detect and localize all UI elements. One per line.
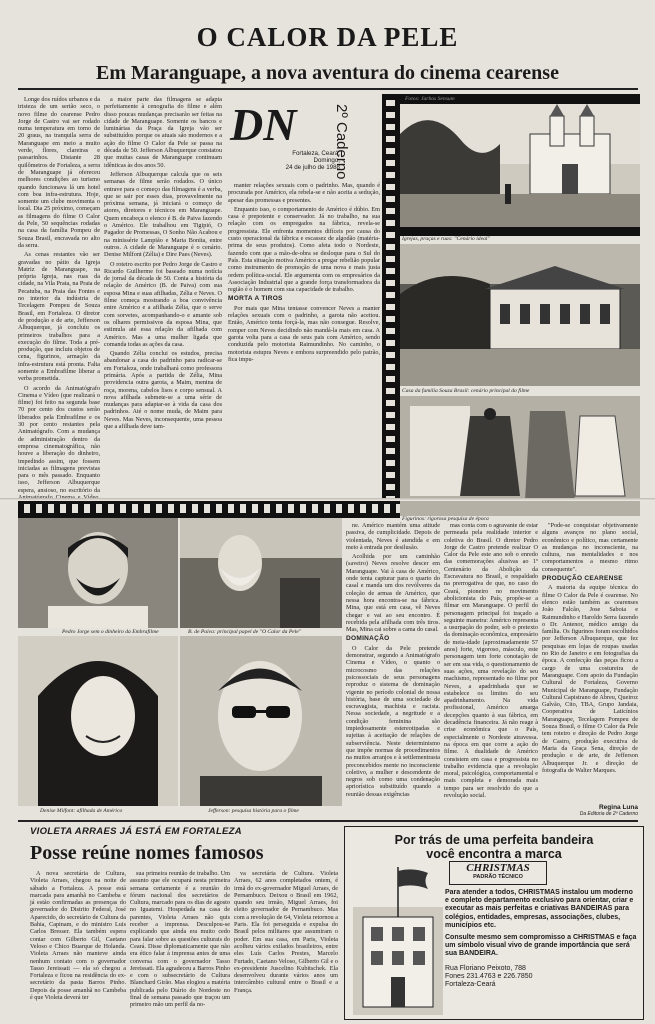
page-headline: O CALOR DA PELE bbox=[196, 22, 459, 52]
brand-tag: PADRÃO TÉCNICO bbox=[473, 874, 523, 880]
ad-address-line: Rua Floriano Peixoto, 788 bbox=[445, 964, 526, 972]
photo-credit: Fotos: Jarbas Sensum bbox=[405, 96, 455, 102]
ad-address-line: Fones 231.4763 e 226.7850 bbox=[445, 972, 533, 980]
paragraph: A maioria da equipe técnica do filme O Calor da Pele é cearense. No elenco estão também as cearenses João Falcão, Jose Saboia e Raimundinho e Haroldo Serra fazendo o Dr. Antenor, médico amigo da família. Os figurinos foram escolhidos por Jefferson Albuquerque, que fez pesquisas em lojas de roupas usadas no Rio de Janeiro e em fotografias da época. A confecção das peças ficou a cargo de uma costureira de Maranguape. Com apoio da Fundação Cultural de Fortaleza, Governo Municipal de Maranguape, Fundação Cultural Capistrano de Abreu, Queiroz Galvão, Cito, TBA, Grupo Jandaia, Cooperativa de Laticínios Maranguape, Tecelagem Pompeu de Souza Brasil, o filme O Calor da Pele tem roteiro e direção de Pedro Jorge de Castro, produção executiva de Maria da Graça Sena, direção de produção e de arte, de Jefferson Albuquerque Jr. e direção de fotografia de Walter Marques. bbox=[542, 584, 638, 774]
section-divider bbox=[18, 820, 638, 822]
article-column-3 bbox=[228, 182, 380, 492]
flag-building-illustration bbox=[353, 867, 443, 1015]
section-name: 2º Caderno bbox=[333, 104, 350, 180]
paragraph: mas conta com o agravante de estar permeada pela realidade interior e coletiva do Brasil. O diretor Pedro Jorge de Castro pretende realizar O Calor da Pele este ano sob o enredo das comemorações alusivas ao 1º Centenário da Abolição da Escravatura no Brasil, e respaldado na prerrogativa de que, no caso do Ceará, pioneiro no movimento abolicionista do País, propõe-se a filmar em Maranguape. O perfil do personagem principal foi traçado a seguinte maneira: Américo representa a usurpação do poder, sob o pretexto da dominação econômica, empresário de meia-idade (aproximadamente 57 anos) forte, vigoroso, másculo, este personagem tem forte conotação de ser em sua vida, o questionamento de suas ações, uma revelação do seu machismo, representado no filme por Neves, a apadrinhada que se estabelece os limites do seu apadrinhamento. Na vida profissional, Américo amarga decepções quanto à sua fábrica, em decadência financeira. Já não reage à crise econômica que o País, especialmente o Nordeste atravessa. na época em que corre a ação do filme. A dualidade de Américo consistem em casa e progressista no trabalho evidencia que a revolução moral, psicológica, comportamental e mais completa e demorada mais tempo para ser resolvido do que a revolução social. bbox=[444, 522, 538, 799]
dateline-line: 24 de julho de 1988 bbox=[285, 164, 340, 171]
article-column-4 bbox=[346, 522, 440, 812]
byline-role: Da Editoria de 2º Caderno bbox=[579, 811, 638, 817]
paragraph: ne. Américo mantém uma atitude passiva, de cumplicidade. Depois de violentada, Neves é atendida e em meio à entrada por desilusão. bbox=[346, 522, 440, 551]
christmas-brand-mark bbox=[449, 861, 547, 885]
paragraph: Jefferson Albuquerque calcula que os seis semanas de filme serão rodados. O único entrave para o começo das filmagens é a verba, que se sair por esses dias, provavelmente na próxima semana, já iniciará o começo de atores, diretores e técnicos em Maranguape. Quem encabeça o elenco é B. de Paiva fazendo o Américo. Ele trabalhou em Tigipió, O Pagador de Promessas, O Sonho Não Acabou e na minissérie Lampião e Maria Bonita, entre outros. A cidade de Maranguape é o cenário. Denise Milfont (Zélia) e Dire Paes (Neves). bbox=[104, 170, 222, 259]
film-perforations bbox=[386, 94, 395, 514]
paragraph: sua primeira reunião de trabalho. Um assunto que ele ocupará nesta primeira semana certamente é a reunião do fórum nacional dos secretários de Cultura, marcado para os dias de agosto no Iguatemi. Hospedada na casa de parentes, Violeta Arraes não quis receber a imprensa. Desculpou-se explicando que ainda era muito cedo para falar sobre as questões culturais do Ceará. Disse diplomaticamente que não era ético falar à imprensa antes de uma conversa com o governador Tasso Jereissati. Ela agradeceu a Barros Pinho e com o subsecretário de Cultura Blanchard Girão. Mas elogiou a matéria publicada pelo Diário do Nordeste no final de semana passado que traçou um primeiro mão um perfil da no- bbox=[130, 870, 230, 1009]
page-fold bbox=[0, 498, 655, 501]
paragraph: Acolhida por um caminhão (saveiro) Neves resolve descer em Maranguape. Vai à casa de Américo, onde tenta capturar para o quarto do casal e manda um dos revólveres da coleção de armas de Américo, que nessa hora encontra-se na fábrica. Mina, que está em casa, vê Neves chegar e vai ao seu encontro. É recebida pela afilhada com três tiros. Mas, Mina cai sobre a cama do casal. bbox=[346, 553, 440, 634]
dateline-line: Domingo, bbox=[313, 157, 340, 164]
article-column-2 bbox=[104, 96, 222, 492]
ad-body-text: Consulte mesmo sem compromisso a CHRISTMAS e faça um símbolo visual vivo de grande importância que será sua BANDEIRA. bbox=[445, 934, 637, 958]
paragraph: O acordo da Animatógrafo Cinema e Vídeo (que realizará o filme) foi feito na segunda base 70 por cento dos custos serão liberados pela Embrafilme e os 30 por cento restantes pela Animatógrafo. Com a mudança de administração dentro da empresa cinematográfica, não houve a liberação do dinheiro, impedindo assim, que fossem iniciadas as filmagens previstas para o mês passado. Enquanto isso, Jefferson Albuquerque espera, ansioso, no escritório da bbox=[18, 384, 100, 494]
paragraph: a maior parte das filmagens se adapta perfeitamente à cenografia do filme e além disso poucas mudanças precisarão ser feitas na cidade de Maranguape. Somente os bancos e luminárias da Praça da Igreja vão ser substituídos porque os atuais são modernos e a ação do filme O Calor da Pele se passa na década de 50. Jefferson Albuquerque constatou que muitas casas de Maranguape continuam idênticas às dos anos 50. bbox=[104, 96, 222, 169]
ad-address-line: Fortaleza-Ceará bbox=[445, 981, 496, 989]
paragraph: Por mais que Mina tentasse convencer Neves a manter relações sexuais com o padrinho, a garota não aceitou. Então, Américo tenta forçá-la, mas não consegue. Resolve, romper com Neves decidindo não mandá-la mais em casa. A garota volta para a casa de seus pais com Américo, sendo conduzida pelo motorista Raimundinho. No caminho, o motorista estupra Neves e embora surpreendido pelo patrão, fica impu- bbox=[228, 304, 380, 363]
ad-headline bbox=[351, 833, 637, 861]
dn-section-logo bbox=[228, 98, 378, 178]
lower-column-1 bbox=[30, 870, 126, 1020]
article-column-5 bbox=[444, 522, 538, 812]
church-caption: Igrejas, praças e ruas: "Cenário ideal" bbox=[402, 236, 490, 242]
section-heading: DOMINAÇÃO bbox=[346, 635, 390, 643]
header-rule bbox=[18, 88, 638, 90]
film-perforations bbox=[18, 504, 400, 513]
lower-column-3 bbox=[234, 870, 338, 1020]
house-image bbox=[400, 244, 640, 386]
dateline bbox=[236, 150, 340, 171]
article-column-1 bbox=[18, 96, 100, 494]
denise-photo bbox=[18, 636, 178, 806]
house-photo bbox=[400, 244, 640, 386]
paragraph: A nova secretária de Cultura, Violeta Arraes, chegou na noite de sábado a Fortaleza. A posse está marcada para amanhã no Cambeba e já estão confirmadas as presenças do governador do Distrito Federal, José Aparecido, do secretário de Cultura da Bahia, Capinam, e do ministro Luis Carlos Bresser. Ela também espera contar com Gilberto Gil, Caetano Veloso e Chico Buarque de Holanda. Violeta Arraes não manteve ainda nenhum contato com o governador Tasso Jereissati — ela só chegou a Fortaleza e ficou na residência do ex-secretário da pasta Barros Pinho. Depois da posse amanhã no Cambeba é que Violeta deverá ter bbox=[30, 870, 126, 1002]
section-heading: PRODUÇÃO CEARENSE bbox=[542, 575, 623, 583]
pedro-photo bbox=[18, 518, 178, 628]
section-heading: MORTA A TIROS bbox=[228, 295, 283, 303]
jefferson-photo bbox=[180, 636, 342, 806]
ad-address bbox=[445, 965, 637, 990]
house-caption: Casa da família Souza Brasil: cenário principal do filme bbox=[402, 388, 530, 394]
article-column-6 bbox=[542, 522, 638, 804]
paragraph: "Pode-se conquistar objetivamente alguns avanços no plano social, econômico e político, mas certamente as mudanças no inconsciente, na cultura, nas mentalidades e nos comportamentos a mesmo ritmo consequente". bbox=[542, 522, 638, 573]
ad-headline-line: você encontra a marca bbox=[426, 847, 562, 861]
ad-headline-line: Por trás de uma perfeita bandeira bbox=[394, 833, 594, 847]
church-image bbox=[400, 94, 640, 236]
denise-image bbox=[18, 636, 178, 806]
paiva-photo bbox=[180, 518, 342, 628]
byline bbox=[542, 804, 638, 817]
pedro-caption: Pedro Jorge sem o dinheiro da Embrafilme bbox=[62, 629, 159, 635]
brand-name: CHRISTMAS bbox=[466, 862, 530, 874]
film-strip-horizontal bbox=[18, 500, 400, 518]
christmas-advertisement bbox=[344, 826, 644, 1020]
church-photo bbox=[400, 94, 640, 236]
paragraph: Quando Zélia conclui os estudos, precisa abandonar a casa do padrinho para radicar-se em Fortaleza, onde trabalhará como professora primária. Após a partida de Zélia, Mina providencia outra garota, a Maim, menina de roça, morena, cabelos lisos e corpo sensual. A nova afilhada submete-se a uma série de mudanças para adaptar-se à vida da casa dos padrinhos. Até o nome muda, de Maim para Neves. Mas Neves, inconsequente, uma pessoa que a afilhada deve tam- bbox=[104, 350, 222, 431]
paiva-image bbox=[180, 518, 342, 628]
pedro-image bbox=[18, 518, 178, 628]
lower-title: Posse reúne nomes famosos bbox=[30, 842, 264, 864]
ad-body-text: Para atender a todos, CHRISTMAS instalou um moderno e completo departamento exclusivo para orientar, criar e executar as mais perfeitas e criativas BANDEIRAS para colégios, entidades, empresas, associações, clubes, municípios etc. bbox=[445, 889, 634, 929]
page-subheadline: Em Maranguape, a nova aventura do cinema cearense bbox=[96, 62, 559, 84]
paragraph: Longe dos ruídos urbanos e da tristeza de um sertão seco, o novo filme do cearense Pedro Jorge de Castro vai ser rodado numa temperatura em torno de 20 graus, na tranquila serra de Maranguape em meio a muito verde, flores, clareiras e passarinhos. Distante 28 quilômetros de Fortaleza, a serra de Maranguape já ofereceu melhores condições ao turismo quando funcionava lá um hotel com boa infra-estrutura. Hoje, somente um clube movimenta o local. Dia 25 próximo, começam as filmagens do filme O Calor da Pele, 50 sequências rodadas na casa da família Pompeu de Souza Brasil, encravada no alto da serra. bbox=[18, 96, 100, 249]
paragraph: Enquanto isso, o comportamento de Américo é dúbio. Em casa é prepotente e conservador. Já no trabalho, na sua relação com os empregados na fábrica, revela-se progressista. Ele enfrenta momentos difíceis por causa do custo operacional da fábrica e escassez de algodão (matéria-prima de seus produtos). Como afeta todo o Nordeste, fazendo com que a mão-de-obra se desloque para o Sul do País. Esta situação motiva Américo a pregar rebelião popular como instrumento de promoção de uma nova e mais justa ordem política-social. Ele argumenta com os empresários da Associação Industrial que a grande força transformadora da região é o homem com sua capacidade de trabalho. bbox=[228, 205, 380, 294]
paragraph: As cenas restantes vão ser gravadas no pátio da Igreja Matriz de Maranguape, na própria Igreja, nas ruas da cidade, na Vila Prata, na Praia de Pecatuba, na Praia das Fontes e no interior da indústria de Tecelagem Pompeu de Souza Brasil, em Fortaleza. O diretor de produção e de arte, Jefferson Albuquerque, já concluiu os primeiros trabalhos para a execução do filme. Toda a pré-produção, que incluiu objetos de cena, figurinos, armação da infra-estrutura está pronta. Falta somente a Embrafilme liberar a verba prometida. bbox=[18, 251, 100, 383]
denise-caption: Denise Milfont: afilhada de Américo bbox=[40, 808, 123, 814]
dateline-line: Fortaleza, Ceará, bbox=[292, 150, 340, 157]
logo-letters: DN bbox=[230, 99, 297, 150]
lower-kicker: VIOLETA ARRAES JÁ ESTÁ EM FORTALEZA bbox=[30, 826, 242, 837]
paragraph: O roteiro escrito por Pedro Jorge de Castro e Ricardo Guilherme foi baseado numa notícia de jornal da década de 50. Conta a história da relação de Américo (B. de Paiva) com sua esposa Mina e suas afilhadas, Zélia e Neves. O filme começa mostrando a boa convivência entre Américo e a afilhada Zélia, que o serve com sorvetes, acompanhando-o e amante sob os olhares permissivos da esposa Mina, que estimula até essa relação da afilhada com Américo. Mas a uma mulher ligada que comanda todas as ações da casa. bbox=[104, 260, 222, 348]
paiva-caption: B. de Paiva: principal papel de "O Calor da Pele" bbox=[188, 629, 302, 635]
jefferson-caption: Jefferson: pesquisa história para o filme bbox=[208, 808, 299, 814]
ad-body bbox=[445, 889, 637, 989]
paragraph: va secretária de Cultura. Violeta Arraes, 62 anos completados ontem, é irmã do ex-governador Miguel Arraes, de Pernambuco. Deixou o Brasil em 1962, quando seu irmão, Miguel Arraes, foi eleito governador de Pernambuco. Mas com a revolução de 64, Violeta retornou a Paris. Ela foi perseguida e expulsa do Brasil pelos militares que assumiram o poder. Em sua casa, em Paris, Violeta acolheu vários exilados brasileiros, entre eles Luís Carlos Prestes, Marcelo Furtado, Caetano Veloso, Gilberto Gil e o ex-presidente Juscelino Kubitschek. Ela desenvolveu durante vários anos um intercâmbio cultural entre o Brasil e a França. bbox=[234, 870, 338, 994]
film-strip-vertical bbox=[382, 94, 400, 514]
paragraph: manter relações sexuais com o padrinho. Mas, quando é procurada por Américo, ela rebela-se e não aceita a sedução, apesar das promessas e presentes. bbox=[228, 182, 380, 204]
byline-name: Regina Luna bbox=[598, 804, 638, 811]
paragraph: O Calor da Pele pretende demonstrar, segundo a Animatógrafo Cinema e Vídeo, o quanto o microcosmo das relações psicossociais de seus personagens reproduz o sistema de dominação vigente no período colonial de nossa história, base de uma sociedade de escravagista, machista e racista. Nessa sociedade, a negritude e a condição feminina são impiedosamente estereotipadas e sujeitas à aceitação de relações de subserviência. Neste determinismo que impõe normas de procedimentos na muitos arranjos e à settlementrasta preconcebidos mente no inconsciente coletivo, a mulher e descendente de negros sob como uma condenação apriorística substituído quando a reunião dessas exigências bbox=[346, 644, 440, 798]
jefferson-image bbox=[180, 636, 342, 806]
lower-column-2 bbox=[130, 870, 230, 1020]
costumes-caption: Figurinos: rigorosa pesquisa de época bbox=[402, 516, 489, 522]
